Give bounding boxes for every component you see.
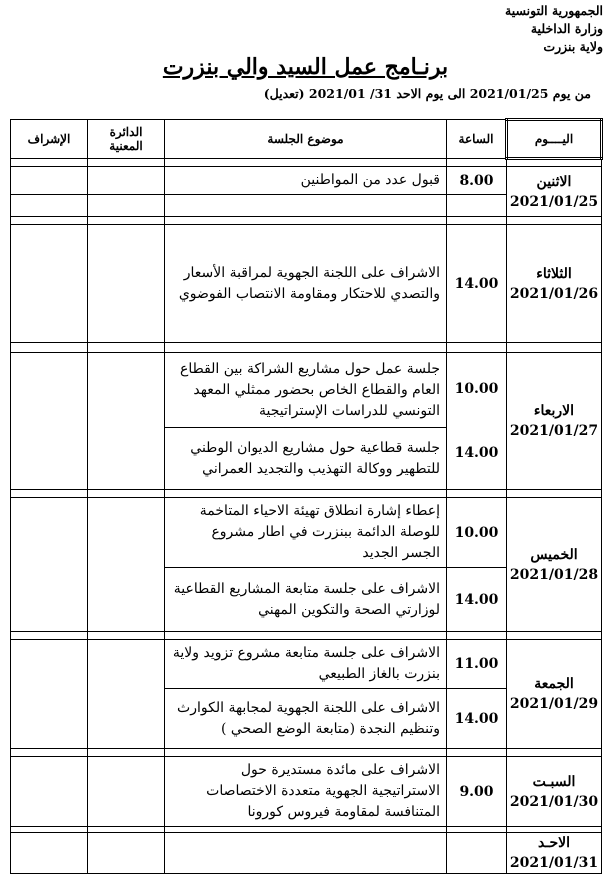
time-cell-group — [447, 353, 507, 490]
day-name: الاحـد — [538, 835, 570, 851]
day-cell — [507, 640, 602, 749]
day-date: 2021/01/26 — [509, 285, 599, 302]
letterhead-line3: ولاية بنزرت — [543, 39, 603, 54]
letterhead — [505, 2, 603, 56]
day-name: السبـت — [532, 773, 576, 790]
day-date: 2021/01/25 — [509, 193, 599, 210]
table-row — [11, 498, 602, 568]
topic-cell: جلسة عمل حول مشاريع الشراكة بين القطاع العام والقطاع الخاص بحضور ممثلي المعهد التونسي للدراسات الإستراتيجية — [165, 353, 447, 428]
supervision-cell — [11, 353, 88, 490]
time-cell: 8.00 — [447, 167, 507, 195]
topic-cell: جلسة قطاعية حول مشاريع الديوان الوطني للتطهير ووكالة التهذيب والتجديد العمراني — [165, 428, 447, 490]
topic-cell: الاشراف على مائدة مستديرة حول الاستراتيجية الجهوية متعددة الاختصاصات المتنافسة لمقاومة فيروس كورونا — [165, 757, 447, 827]
day-cell — [507, 757, 602, 827]
dept-cell — [88, 225, 165, 343]
supervision-cell — [11, 167, 88, 195]
supervision-cell — [11, 225, 88, 343]
day-date: 2021/01/30 — [509, 793, 599, 810]
day-name: الاربعاء — [533, 403, 575, 419]
time-cell: 10.00 — [454, 381, 499, 397]
day-name: الثلاثاء — [536, 265, 572, 282]
dept-cell — [88, 833, 165, 874]
col-header-dept — [88, 120, 165, 159]
table-row — [11, 167, 602, 195]
time-cell: 14.00 — [454, 445, 499, 461]
day-cell — [507, 498, 602, 632]
day-date: 2021/01/28 — [509, 566, 599, 583]
day-cell — [507, 167, 602, 217]
time-cell: 14.00 — [447, 225, 507, 343]
supervision-cell — [11, 498, 88, 632]
col-header-day: اليــــوم — [507, 120, 602, 159]
col-header-time: الساعة — [447, 120, 507, 159]
col-header-supervision: الإشراف — [11, 120, 88, 159]
day-date: 2021/01/29 — [509, 696, 599, 712]
time-cell: 14.00 — [447, 689, 507, 749]
day-name: الخميس — [530, 546, 578, 563]
table-row — [11, 640, 602, 689]
day-date: 2021/01/31 — [509, 855, 599, 871]
time-cell — [447, 833, 507, 874]
col-header-dept-line1: الدائرة — [109, 125, 143, 139]
topic-cell: الاشراف على اللجنة الجهوية لمراقبة الأسعار والتصدي للاحتكار ومقاومة الانتصاب الفوضوي — [165, 225, 447, 343]
time-cell: 14.00 — [447, 568, 507, 632]
letterhead-line1: الجمهورية التونسية — [505, 3, 603, 18]
topic-cell: الاشراف على جلسة متابعة المشاريع القطاعية لوزارتي الصحة والتكوين المهني — [165, 568, 447, 632]
topic-cell: الاشراف على جلسة متابعة مشروع تزويد ولاية بنزرت بالغاز الطبيعي — [165, 640, 447, 689]
topic-cell: الاشراف على اللجنة الجهوية لمجابهة الكوارث وتنظيم النجدة (متابعة الوضع الصحي ) — [165, 689, 447, 749]
supervision-cell — [11, 640, 88, 749]
date-range: من يوم 2021/01/25 الى يوم الاحد 31/ 2021/01 (تعديل) — [263, 86, 591, 101]
letterhead-line2: وزارة الداخلية — [530, 21, 603, 36]
time-cell: 9.00 — [447, 757, 507, 827]
day-name: الجمعة — [534, 676, 574, 692]
day-cell — [507, 225, 602, 343]
day-date: 2021/01/27 — [509, 423, 599, 439]
dept-cell — [88, 757, 165, 827]
page-title: برنـامج عمل السيد والي بنزرت — [162, 54, 449, 80]
day-name: الاثنين — [536, 173, 572, 190]
table-row — [11, 225, 602, 343]
time-cell: 11.00 — [447, 640, 507, 689]
day-cell — [507, 833, 602, 874]
col-header-dept-line2: المعنية — [109, 139, 143, 153]
dept-cell — [88, 167, 165, 195]
time-cell: 10.00 — [447, 498, 507, 568]
table-row — [11, 757, 602, 827]
topic-cell: إعطاء إشارة انطلاق تهيئة الاحياء المتاخمة للوصلة الدائمة ببنزرت في اطار مشروع الجسر الجديد — [165, 498, 447, 568]
topic-cell: قبول عدد من المواطنين — [165, 167, 447, 195]
table-row — [11, 353, 602, 428]
table-header-row — [11, 120, 602, 159]
supervision-cell — [11, 757, 88, 827]
col-header-topic: موضوع الجلسة — [165, 120, 447, 159]
schedule-table — [10, 118, 603, 874]
dept-cell — [88, 640, 165, 749]
supervision-cell — [11, 833, 88, 874]
dept-cell — [88, 498, 165, 632]
table-row — [11, 833, 602, 874]
topic-cell — [165, 833, 447, 874]
day-cell — [507, 353, 602, 490]
dept-cell — [88, 353, 165, 490]
